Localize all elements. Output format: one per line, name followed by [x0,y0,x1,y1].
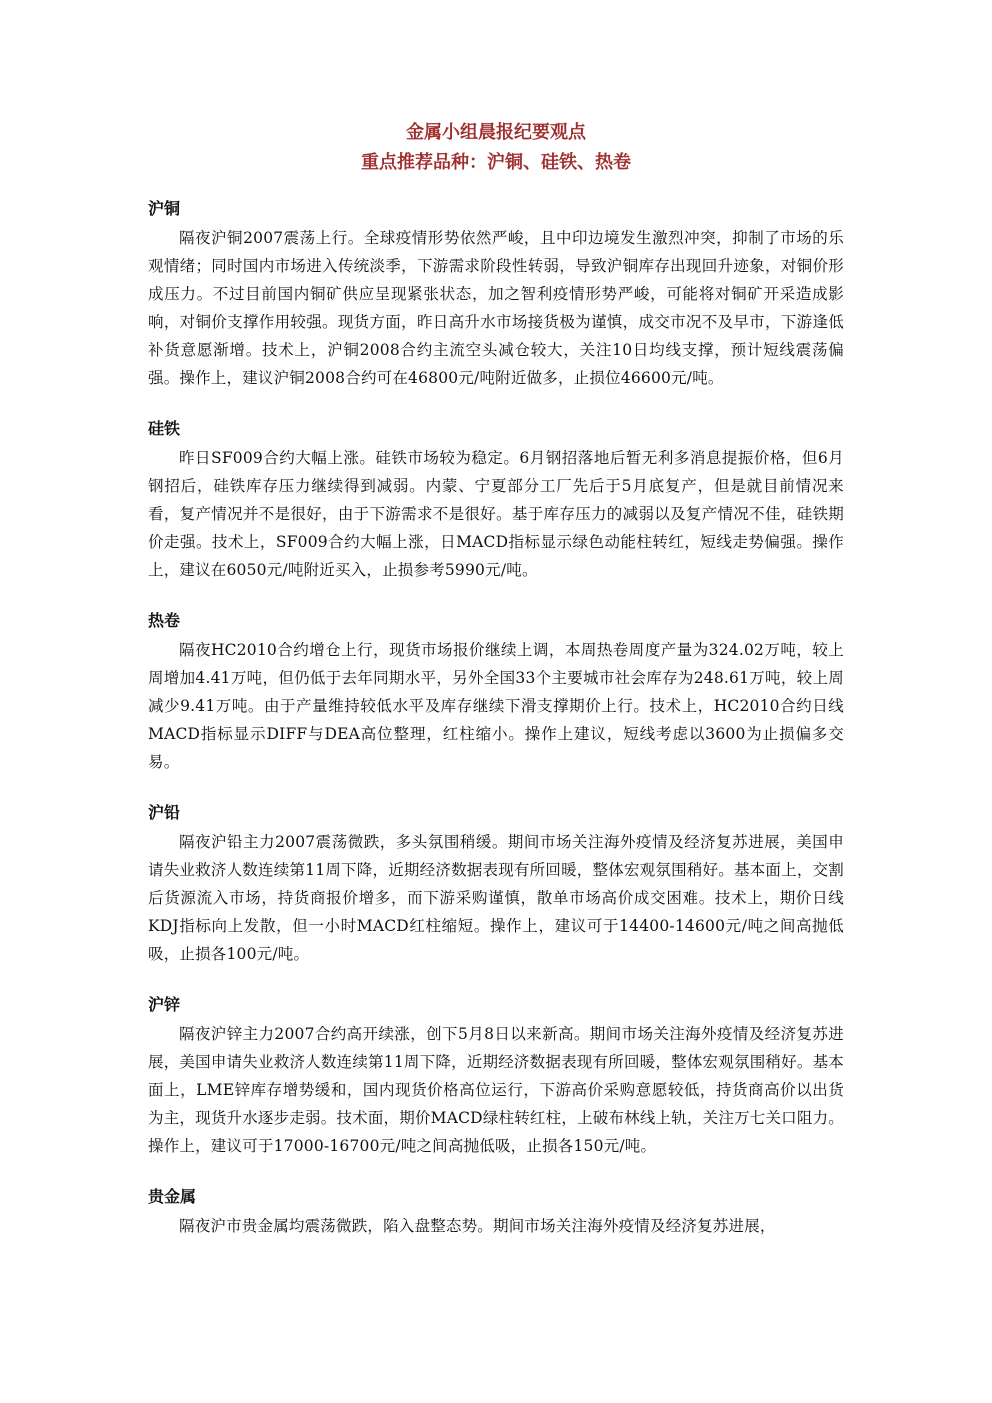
section-heading: 沪铅 [148,803,181,822]
section-paragraph: 隔夜HC2010合约增仓上行，现货市场报价继续上调，本周热卷周度产量为324.02万吨，较上周增加4.41万吨，但仍低于去年同期水平，另外全国33个主要城市社会库存为248.61万吨，较上周减少9.41万吨。由于产量维持较低水平及库存继续下滑支撑期价上行。技术上，HC2010合约日线MACD指标显示DIFF与DEA高位整理，红柱缩小。操作上建议，短线考虑以3600为止损偏多交易。 [148,641,844,771]
document-title: 金属小组晨报纪要观点 [406,122,586,143]
section-ferrosilicon [148,416,844,584]
section-heading: 热卷 [148,611,181,630]
section-heading: 沪锌 [148,995,181,1014]
section-heading: 沪铜 [148,199,181,218]
document-content [148,196,844,1264]
section-copper [148,196,844,392]
section-paragraph: 隔夜沪市贵金属均震荡微跌，陷入盘整态势。期间市场关注海外疫情及经济复苏进展， [179,1217,776,1235]
document-title-block [0,118,992,178]
section-paragraph: 隔夜沪锌主力2007合约高开续涨，创下5月8日以来新高。期间市场关注海外疫情及经济复苏进展，美国申请失业救济人数连续第11周下降，近期经济数据表现有所回暖，整体宏观氛围稍好。基本面上，LME锌库存增势缓和，国内现货价格高位运行，下游高价采购意愿较低，持货商高价以出货为主，现货升水逐步走弱。技术面，期价MACD绿柱转红柱，上破布林线上轨，关注万七关口阻力。操作上，建议可于17000-16700元/吨之间高抛低吸，止损各150元/吨。 [148,1025,844,1155]
section-paragraph: 隔夜沪铜2007震荡上行。全球疫情形势依然严峻，且中印边境发生激烈冲突，抑制了市场的乐观情绪；同时国内市场进入传统淡季，下游需求阶段性转弱，导致沪铜库存出现回升迹象，对铜价形成压力。不过目前国内铜矿供应呈现紧张状态，加之智利疫情形势严峻，可能将对铜矿开采造成影响，对铜价支撑作用较强。现货方面，昨日高升水市场接货极为谨慎，成交市况不及早市，下游逢低补货意愿渐增。技术上，沪铜2008合约主流空头减仓较大，关注10日均线支撑，预计短线震荡偏强。操作上，建议沪铜2008合约可在46800元/吨附近做多，止损位46600元/吨。 [148,229,844,387]
document-subtitle: 重点推荐品种：沪铜、硅铁、热卷 [361,152,631,173]
section-heading: 硅铁 [148,419,181,438]
section-lead [148,800,844,968]
section-paragraph: 昨日SF009合约大幅上涨。硅铁市场较为稳定。6月钢招落地后暂无利多消息提振价格，但6月钢招后，硅铁库存压力继续得到减弱。内蒙、宁夏部分工厂先后于5月底复产，但是就目前情况来看，复产情况并不是很好，由于下游需求不是很好。基于库存压力的减弱以及复产情况不佳，硅铁期价走强。技术上，SF009合约大幅上涨，日MACD指标显示绿色动能柱转红，短线走势偏强。操作上，建议在6050元/吨附近买入，止损参考5990元/吨。 [148,449,844,579]
section-paragraph: 隔夜沪铅主力2007震荡微跌，多头氛围稍缓。期间市场关注海外疫情及经济复苏进展，美国申请失业救济人数连续第11周下降，近期经济数据表现有所回暖，整体宏观氛围稍好。基本面上，交割后货源流入市场，持货商报价增多，而下游采购谨慎，散单市场高价成交困难。技术上，期价日线KDJ指标向上发散，但一小时MACD红柱缩短。操作上，建议可于14400-14600元/吨之间高抛低吸，止损各100元/吨。 [148,833,844,963]
section-hot-rolled-coil [148,608,844,776]
section-precious-metals [148,1184,844,1240]
section-zinc [148,992,844,1160]
section-heading: 贵金属 [148,1187,197,1206]
